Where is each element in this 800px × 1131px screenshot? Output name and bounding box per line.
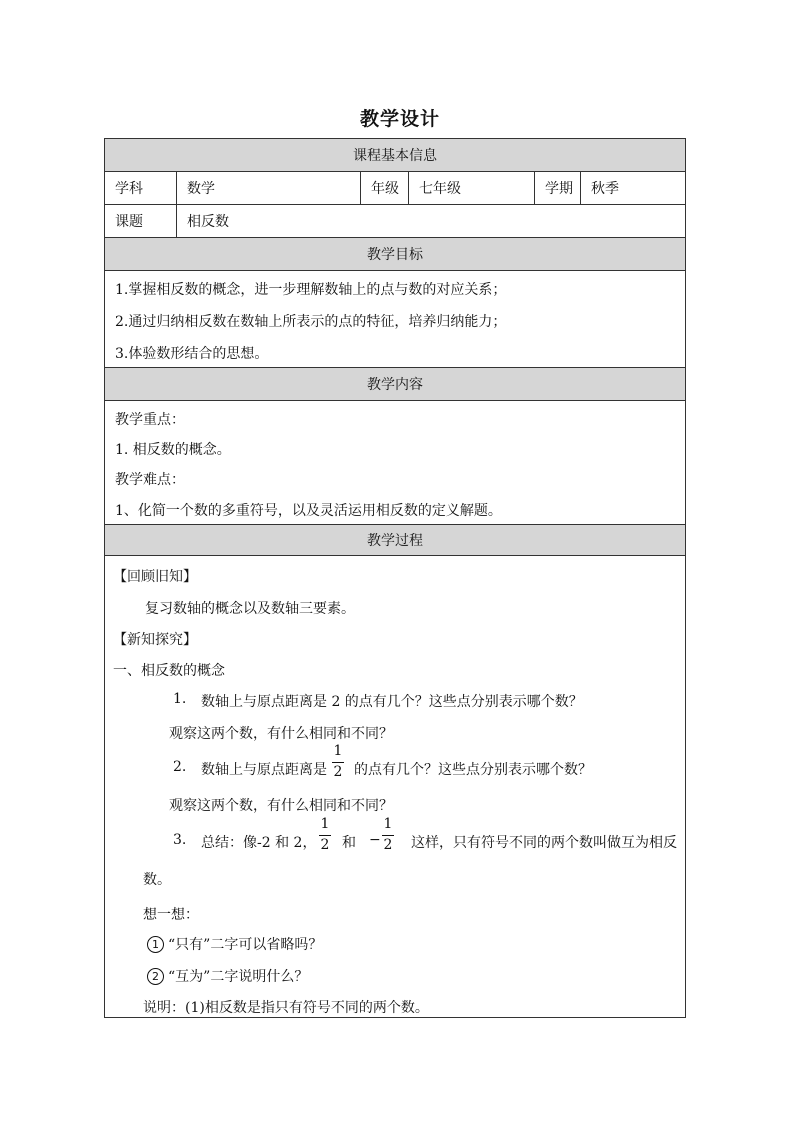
subject-label-cell: 学科	[105, 172, 177, 204]
question-3-text-post: 这样，只有符号不同的两个数叫做互为相反	[411, 835, 677, 851]
think-item-1: 1 “只有”二字可以省略吗？	[147, 934, 322, 954]
explore-heading: 【新知探究】	[113, 632, 197, 648]
term-value-cell: 秋季	[591, 181, 619, 197]
question-2-number: 2.	[173, 759, 187, 775]
info-row-subject	[105, 172, 685, 205]
question-1-text: 数轴上与原点距离是 2 的点有几个？这些点分别表示哪个数？	[201, 694, 583, 710]
fraction-numerator: 1	[383, 816, 393, 832]
question-2-text-post: 的点有几个？这些点分别表示哪个数？	[354, 762, 592, 778]
fraction-numerator: 1	[333, 743, 343, 759]
grade-label-cell: 年级	[361, 172, 409, 204]
section-header-goals	[105, 238, 685, 271]
info-row-topic	[105, 205, 685, 238]
section-header-basic-info	[105, 139, 685, 172]
review-heading: 【回顾旧知】	[113, 569, 197, 585]
lesson-plan-table	[104, 138, 686, 1018]
section-title: 课程基本信息	[353, 148, 437, 164]
fraction-denominator: 2	[383, 837, 393, 853]
page-title: 教学设计	[359, 108, 440, 130]
fraction-numerator: 1	[320, 816, 330, 832]
topic-label-cell: 课题	[105, 205, 177, 237]
think-item-2: 2 “互为”二字说明什么？	[147, 966, 308, 986]
minus-sign: −	[369, 832, 381, 848]
question-3-and: 和	[342, 835, 356, 851]
goal-item: 1.掌握相反数的概念，进一步理解数轴上的点与数的对应关系；	[115, 282, 507, 298]
question-3-continuation: 数。	[143, 872, 171, 888]
goal-item: 2.通过归纳相反数在数轴上所表示的点的特征，培养归纳能力；	[115, 314, 507, 330]
question-2-text-pre: 数轴上与原点距离是	[201, 762, 327, 778]
key-point-label: 教学重点：	[115, 412, 185, 428]
fraction-negative-one-half	[381, 816, 395, 856]
section-title: 教学目标	[367, 247, 423, 263]
key-point-item: 1. 相反数的概念。	[115, 442, 231, 458]
section-title: 教学过程	[367, 533, 423, 549]
difficult-point-item: 1、化简一个数的多重符号，以及灵活运用相反数的定义解题。	[115, 503, 502, 519]
note-text: 说明：(1)相反数是指只有符号不同的两个数。	[143, 1000, 429, 1016]
circled-number-icon: 1	[147, 936, 164, 953]
section-title: 教学内容	[367, 377, 423, 393]
term-label-cell: 学期	[535, 172, 581, 204]
think-label: 想一想：	[143, 907, 199, 923]
fraction-bar	[319, 835, 331, 836]
fraction-bar	[382, 835, 394, 836]
fraction-denominator: 2	[320, 837, 330, 853]
fraction-one-half	[318, 816, 332, 856]
question-1-follow: 观察这两个数，有什么相同和不同？	[169, 726, 393, 742]
question-2-follow: 观察这两个数，有什么相同和不同？	[169, 798, 393, 814]
difficult-point-label: 教学难点：	[115, 472, 185, 488]
question-3-number: 3.	[173, 832, 187, 848]
review-text: 复习数轴的概念以及数轴三要素。	[145, 601, 355, 617]
goals-body	[105, 271, 685, 368]
fraction-one-half	[331, 743, 345, 783]
part1-heading: 一、相反数的概念	[113, 663, 225, 679]
subject-value-cell: 数学	[177, 172, 361, 204]
section-header-content	[105, 368, 685, 401]
circled-number-icon: 2	[147, 968, 164, 985]
grade-value-cell: 七年级	[409, 172, 535, 204]
fraction-denominator: 2	[333, 764, 343, 780]
goal-item: 3.体验数形结合的思想。	[115, 346, 269, 362]
question-1-number: 1.	[173, 691, 187, 707]
question-3-text-pre: 总结：像-2 和 2，	[201, 835, 317, 851]
section-header-process	[105, 525, 685, 556]
process-body	[105, 556, 685, 1017]
topic-value-cell: 相反数	[187, 214, 229, 230]
fraction-bar	[332, 762, 344, 763]
content-body	[105, 401, 685, 525]
